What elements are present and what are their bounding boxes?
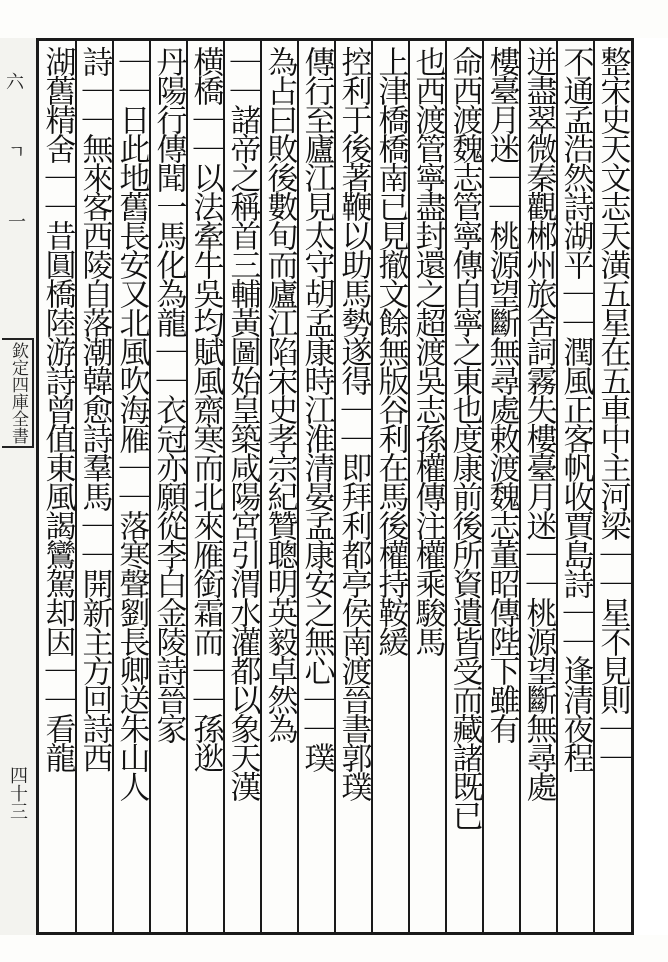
column-rule [112, 41, 114, 932]
text-column: 横橋｜｜以法牽牛吳均賦風齋寒而北來雁銜霜而｜｜孫逖 [187, 46, 224, 771]
text-column: 命西渡魏志管寧傳自寧之東也度康前後所資遺皆受而藏諸既已 [446, 46, 483, 829]
adjacent-page-edge: 六 ㄱ 一 欽定四庫全書 四十三 [0, 38, 36, 935]
text-column: 詩｜｜無來客西陵自落潮韓愈詩羣馬｜｜開新主方回詩西 [76, 46, 113, 771]
text-column: 傳行至廬江見太守胡孟康時江淮清晏孟康安之無心｜｜璞 [298, 46, 335, 771]
column-rule [186, 41, 188, 932]
text-column: 也西渡管寧盡封還之超渡吳志孫權傳注權乘駿馬 [409, 46, 446, 655]
text-column: 湖舊精舍｜｜昔圓橋陸游詩曾值東風謁鸞駕却因｜｜看龍 [39, 46, 76, 771]
column-rule [334, 41, 336, 932]
text-column: 樓臺月迷｜｜桃源望斷無尋處敕渡魏志董昭傳陛下雖有 [483, 46, 520, 742]
side-label: 欽定四庫全書 [8, 342, 28, 444]
text-column: 為占曰敗後數旬而廬江陷宋史孝宗紀贊聰明英毅卓然為 [261, 46, 298, 742]
text-column: 丹陽行傳聞一馬化為龍｜｜衣冠亦願從李白金陵詩晉家 [150, 46, 187, 742]
text-column: 控利于後著鞭以助馬勢遂得｜｜即拜利都亭侯南渡晉書郭璞 [335, 46, 372, 800]
column-rule [482, 41, 484, 932]
text-column: 上津橋橋南已見撤文餘無版谷利在馬後權持鞍緩 [372, 46, 409, 655]
column-rule [149, 41, 151, 932]
page-number: 四十三 [7, 766, 28, 820]
text-column: 迸盡翠微秦觀郴州旅舍詞霧失樓臺月迷｜｜桃源望斷無尋處 [520, 46, 557, 800]
column-rule [75, 41, 77, 932]
text-column: ｜｜日此地舊長安又北風吹海雁｜｜落寒聲劉長卿送朱山人 [113, 46, 150, 800]
column-rule [371, 41, 373, 932]
text-column: 不通孟浩然詩湖平｜｜潤風正客帆收賈島詩｜｜逢清夜程 [557, 46, 594, 771]
column-rule [260, 41, 262, 932]
column-rule [556, 41, 558, 932]
column-rule [223, 41, 225, 932]
column-rule [593, 41, 595, 932]
text-column: ｜｜諸帝之稱首三輔黃圖始皇築咸陽宮引渭水灌都以象天漢 [224, 46, 261, 800]
text-column: 整宋史天文志天潢五星在五車中主河梁｜｜星不見則｜｜ [594, 46, 631, 771]
page-margin [634, 38, 668, 935]
column-rule [519, 41, 521, 932]
column-rule [297, 41, 299, 932]
column-rule [445, 41, 447, 932]
column-rule [408, 41, 410, 932]
